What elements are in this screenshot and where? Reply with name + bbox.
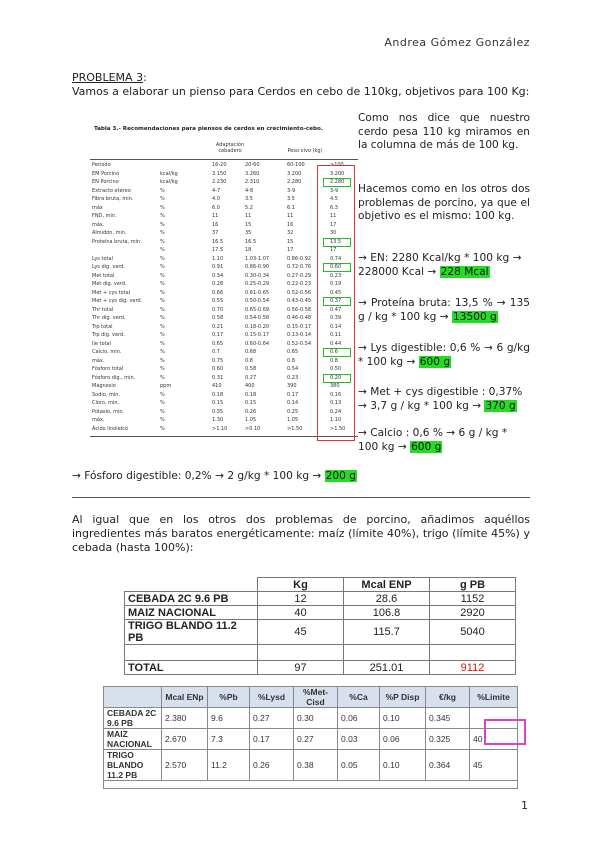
- nutrient-unit: %: [160, 400, 165, 406]
- nutrient-value: 0.25: [287, 408, 299, 415]
- nutrient-value: 0.8: [330, 357, 338, 364]
- nutrient-value: 35: [245, 230, 252, 236]
- nutrient-unit: %: [160, 238, 165, 245]
- ing-cell: 45: [470, 750, 518, 781]
- nutrient-value: 0.52-0.56: [287, 289, 312, 296]
- nutrient-value: 17: [330, 221, 337, 228]
- nutrient-value: 4.0: [212, 196, 220, 202]
- mix-table-header: [125, 578, 516, 592]
- ing-cell: 0.26: [250, 750, 294, 781]
- nutrient-value: 16.5: [212, 238, 224, 245]
- nutrient-unit: %: [160, 391, 165, 398]
- nutrient-value: 17.5: [212, 247, 224, 253]
- nutrient-value: 3.5: [287, 196, 295, 202]
- nutrient-value: 4-8: [245, 187, 254, 194]
- mix-total-gpb: 9112: [430, 661, 516, 675]
- mix-total-label: TOTAL: [125, 661, 258, 675]
- nutrient-value: 0.70: [212, 306, 224, 313]
- nutrient-value: 0.31: [212, 374, 224, 381]
- nutrient-value: 2.280: [330, 179, 345, 185]
- mix-cell-gpb: 5040: [430, 620, 516, 645]
- ing-header: [104, 687, 518, 708]
- nutrient-name: Met + cys total: [92, 289, 131, 296]
- nutrient-value: 0.54: [287, 366, 299, 372]
- calc-lys-result: 600 g: [419, 355, 451, 368]
- nutrient-value: 1.10: [330, 417, 342, 423]
- table-row: [125, 620, 516, 645]
- nutrient-value: 390: [287, 383, 297, 389]
- nutrient-value: 0.16: [330, 391, 342, 398]
- problem-heading: [72, 71, 147, 84]
- nutrient-value: 17: [287, 247, 294, 253]
- nutrient-value: 380: [330, 383, 340, 389]
- nutrient-value: 0.58: [212, 315, 224, 321]
- ing-header-p: %P Disp: [380, 687, 426, 708]
- nutrient-value: 16-20: [212, 162, 227, 168]
- nutrient-value: 0.37: [330, 298, 342, 304]
- nutrient-value: >1.10: [212, 425, 228, 432]
- nutrient-unit: %: [160, 349, 165, 355]
- nutrient-value: 0.60: [330, 264, 342, 270]
- nutrient-value: 3.200: [330, 170, 345, 177]
- nutrient-name: EM Porcino: [92, 170, 120, 177]
- nutrient-value: 0.91: [212, 264, 224, 270]
- nutrient-value: 0.50: [330, 366, 342, 372]
- nutrient-value: 0.15: [245, 400, 257, 406]
- nutrient-name: Fósforo dig., min.: [92, 374, 136, 381]
- nutrient-value: 0.21: [212, 323, 224, 330]
- nutrient-value: 0.18-0.20: [245, 323, 270, 330]
- calc-protein-result: 13500 g: [452, 310, 497, 323]
- nutrient-value: 0.75: [212, 357, 224, 364]
- mix-row-name: MAIZ NACIONAL: [125, 606, 258, 620]
- nutrient-value: 0.14: [287, 400, 299, 406]
- nutrient-name: Lys dig. verd.: [92, 264, 126, 270]
- nutrient-value: 30: [330, 230, 337, 236]
- nutrient-value: 0.13-0.14: [287, 332, 312, 338]
- nutrient-name: Thr dig. verd.: [92, 315, 126, 321]
- problem-title-colon: :: [143, 71, 147, 84]
- author-name: Andrea Gómez González: [384, 36, 530, 49]
- nutrient-name: Trp total: [92, 323, 113, 330]
- nutrient-value: 11: [287, 213, 294, 219]
- nutrient-value: 0.66: [212, 289, 224, 296]
- mix-header-gpb: g PB: [430, 578, 516, 592]
- note-same-objective: Hacemos como en los otros dos problemas de porcino, ya que el objetivo es el mismo: 100 kg.: [358, 183, 530, 223]
- nutrient-value: 6.0: [212, 204, 220, 211]
- ing-cell: 0.27: [294, 729, 338, 750]
- problem-intro: Vamos a elaborar un pienso para Cerdos en cebo de 110kg, objetivos para 100 Kg:: [72, 85, 530, 98]
- ing-header-met: %Met-Cisd: [294, 687, 338, 708]
- nutrient-unit: %: [160, 230, 165, 236]
- table-row: [104, 708, 518, 729]
- nutrient-unit: kcal/kg: [160, 179, 178, 185]
- nutrient-value: 0.15-0.17: [287, 323, 312, 330]
- nutrient-value: 60-100: [287, 162, 305, 168]
- nutrient-name: Ile total: [92, 340, 111, 347]
- calc-protein: [358, 297, 530, 324]
- ing-cell: 0.06: [338, 708, 380, 729]
- nutrient-name: EN Porcino: [92, 179, 119, 185]
- nutrient-unit: %: [160, 315, 165, 321]
- nutrient-name: Magnesio: [92, 383, 116, 389]
- nutrient-value: 0.68: [245, 349, 257, 355]
- nutrient-value: >1.50: [330, 425, 346, 432]
- nutrient-value: 0.25-0.29: [245, 281, 270, 287]
- nutrient-name: Potasio, min.: [92, 408, 125, 415]
- nutrient-value: 0.13: [330, 400, 342, 406]
- column-highlight-red: [317, 165, 355, 441]
- nutrient-value: 17: [330, 247, 337, 253]
- nutrient-value: 0.24: [330, 408, 342, 415]
- nutrient-name: Thr total: [92, 306, 114, 313]
- mix-row-name: CEBADA 2C 9.6 PB: [125, 592, 258, 606]
- nutrient-value: 0.39: [330, 315, 342, 321]
- nutrient-value: 15: [245, 221, 252, 228]
- nutrient-value: 0.47: [330, 306, 342, 313]
- nutrient-value: 0.7: [212, 349, 220, 355]
- ing-cell: 0.364: [426, 750, 470, 781]
- nutrient-value: 0.55: [212, 298, 224, 304]
- nutrient-unit: %: [160, 264, 165, 270]
- nutrient-value: 32: [287, 230, 294, 236]
- nutrient-value: 0.6: [330, 349, 338, 355]
- nutrient-value: 0.74: [330, 255, 342, 262]
- ingredients-table: [103, 686, 518, 789]
- nutrient-value: 20-60: [245, 162, 260, 168]
- nutrient-unit: %: [160, 306, 165, 313]
- nutrient-value: 1.03-1.07: [245, 255, 270, 262]
- note-column-choice: Como nos dice que nuestro cerdo pesa 110 kg miramos en la columna de más de 100 kg.: [358, 112, 530, 152]
- nutrient-value: 0.23: [330, 272, 342, 279]
- ing-cell: 2.380: [162, 708, 208, 729]
- nutrient-value: 0.15-0.17: [245, 332, 270, 338]
- nutrient-value: 3.5: [245, 196, 253, 202]
- nutrient-value: 0.28: [212, 281, 224, 287]
- nutrient-name: Lys total: [92, 255, 113, 262]
- nutrient-value: 0.43-0.45: [287, 298, 312, 304]
- nutrient-value: >1.50: [287, 425, 303, 432]
- nutrient-value: 0.44: [330, 340, 342, 347]
- nutrient-value: 0.27-0.29: [287, 272, 312, 279]
- nutrient-value: 0.34: [212, 272, 224, 279]
- recommendations-table-title: Tabla 3.- Recomendaciones para piensos de cerdos en crecimiento-cebo.: [94, 126, 323, 132]
- nutrient-value: 1.10: [212, 255, 224, 262]
- nutrient-value: 0.17: [212, 332, 224, 338]
- nutrient-value: 0.60: [212, 366, 224, 372]
- ing-cell: 0.03: [338, 729, 380, 750]
- ing-header-lys: %Lysd: [250, 687, 294, 708]
- nutrient-unit: ppm: [160, 383, 172, 389]
- nutrient-value: 1.05: [245, 417, 257, 423]
- nutrient-name: FND, min.: [92, 213, 117, 219]
- nutrient-name: Cloro, min.: [92, 400, 120, 406]
- ing-cell: 9.6: [208, 708, 250, 729]
- ing-cell: 0.27: [250, 708, 294, 729]
- nutrient-name: Trp dig. verd.: [92, 332, 125, 338]
- ing-cell: 40: [470, 729, 518, 750]
- ing-header-ca: %Ca: [338, 687, 380, 708]
- nutrient-value: 18: [245, 247, 252, 253]
- nutrient-value: 37: [212, 230, 219, 236]
- nutrient-name: Met total: [92, 272, 115, 279]
- nutrient-value: 0.17: [287, 391, 299, 398]
- ing-row-name: MAIZ NACIONAL: [104, 729, 162, 750]
- nutrient-unit: %: [160, 425, 165, 432]
- nutrient-value: 0.18: [245, 391, 257, 398]
- recommendations-table-image: [90, 123, 358, 443]
- nutrient-value: 0.27: [245, 374, 257, 381]
- nutrient-value: 0.8: [245, 357, 253, 364]
- nutrient-value: 0.18: [212, 391, 224, 398]
- nutrient-unit: %: [160, 187, 165, 194]
- nutrient-value: 400: [245, 383, 255, 389]
- mix-total-kg: 97: [258, 661, 344, 675]
- nutrient-name: Fósforo total: [92, 366, 124, 372]
- calc-phosphorus-text: → Fósforo digestible: 0,2% → 2 g/kg * 100 kg →: [72, 470, 325, 482]
- nutrient-unit: %: [160, 204, 165, 211]
- nutrient-value: 0.65-0.69: [245, 306, 270, 313]
- nutrient-value: 0.19: [330, 281, 342, 287]
- ing-cell: 0.10: [380, 750, 426, 781]
- nutrient-unit: %: [160, 408, 165, 415]
- ing-row-name: TRIGO BLANDO 11.2 PB: [104, 750, 162, 781]
- nutrient-value: 0.8: [287, 357, 295, 364]
- table-row: [125, 592, 516, 606]
- nutrient-unit: %: [160, 298, 165, 304]
- nutrient-value: 0.20: [330, 374, 342, 381]
- nutrient-value: 0.22-0.23: [287, 281, 312, 287]
- nutrient-name: máx.: [92, 221, 105, 228]
- nutrient-value: 0.61-0.65: [245, 289, 270, 296]
- nutrient-value: 11: [245, 213, 252, 219]
- ing-cell: 0.325: [426, 729, 470, 750]
- nutrient-value: 0.58: [245, 366, 257, 372]
- ingredients-table-wrap: [103, 686, 523, 780]
- table-row: [104, 750, 518, 781]
- nutrient-unit: %: [160, 247, 165, 253]
- nutrient-value: 16.5: [245, 238, 257, 245]
- nutrient-value: 11: [212, 213, 219, 219]
- nutrient-name: Ácido linoleico: [92, 425, 128, 432]
- ing-cell: 0.30: [294, 708, 338, 729]
- nutrient-value: 0.86-0.92: [287, 255, 312, 262]
- ing-cell: 0.17: [250, 729, 294, 750]
- mix-total-mcal: 251.01: [344, 661, 430, 675]
- nutrient-unit: %: [160, 357, 165, 364]
- nutrient-value: 0.65: [212, 340, 224, 347]
- nutrient-value: 13.5: [330, 238, 342, 245]
- mix-row-name: TRIGO BLANDO 11.2 PB: [125, 620, 258, 645]
- nutrient-unit: %: [160, 332, 165, 338]
- calc-lys: [358, 342, 530, 369]
- nutrient-value: 0.60-0.64: [245, 340, 270, 347]
- ing-cell: 7.3: [208, 729, 250, 750]
- ing-cell: 0.10: [380, 708, 426, 729]
- nutrient-unit: %: [160, 340, 165, 347]
- nutrient-unit: %: [160, 255, 165, 262]
- col-header-live-weight: Peso vivo (kg): [287, 148, 323, 154]
- nutrient-value: 11: [330, 213, 337, 219]
- nutrient-value: 16: [287, 221, 294, 228]
- nutrient-value: 0.65: [287, 349, 299, 355]
- nutrient-name: máx.: [92, 357, 105, 364]
- nutrient-value: 0.72-0.76: [287, 264, 312, 270]
- nutrient-value: 0.23: [287, 374, 299, 381]
- calc-protein-text: → Proteína bruta: 13,5 % → 135 g / kg * 100 kg →: [358, 297, 530, 323]
- calc-calcium: [358, 427, 530, 454]
- nutrient-value: 15: [287, 238, 294, 245]
- nutrient-value: 0.11: [330, 332, 342, 338]
- nutrient-value: 1.05: [287, 417, 299, 423]
- nutrient-value: 4-7: [212, 187, 221, 194]
- ing-cell: 0.38: [294, 750, 338, 781]
- mix-cell-kg: 45: [258, 620, 344, 645]
- nutrient-value: 0.50-0.54: [245, 298, 270, 304]
- nutrient-value: 1.30: [212, 417, 224, 423]
- nutrient-value: >0.10: [245, 425, 261, 432]
- nutrient-value: 0.30-0.34: [245, 272, 270, 279]
- nutrient-value: 3.150: [212, 170, 227, 177]
- mix-cell-kg: 40: [258, 606, 344, 620]
- ing-cell: 0.05: [338, 750, 380, 781]
- nutrient-value: 3.260: [245, 170, 260, 177]
- ing-header-limit: %Limite: [470, 687, 518, 708]
- calc-met-cys-text: → Met + cys digestible : 0,37% → 3,7 g / kg * 100 kg →: [358, 386, 523, 412]
- ing-header-pb: %Pb: [208, 687, 250, 708]
- nutrient-value: 0.52-0.54: [287, 340, 312, 347]
- nutrient-unit: %: [160, 289, 165, 296]
- calc-met-cys: [358, 386, 530, 413]
- calc-calcium-result: 600 g: [411, 440, 442, 453]
- nutrient-unit: %: [160, 417, 165, 423]
- nutrient-unit: %: [160, 374, 165, 381]
- ing-cell: 0.06: [380, 729, 426, 750]
- ing-cell: 2.570: [162, 750, 208, 781]
- calc-en: [358, 252, 530, 279]
- nutrient-value: 0.14: [330, 323, 342, 330]
- nutrient-name: Sodio, min.: [92, 391, 121, 398]
- mix-table: [124, 577, 516, 675]
- nutrient-name: Periodo: [92, 162, 111, 168]
- mix-header-mcal: Mcal ENP: [344, 578, 430, 592]
- nutrient-value: 4.5: [330, 196, 338, 202]
- nutrient-name: Extracto etéreo: [92, 187, 131, 194]
- nutrient-unit: %: [160, 366, 165, 372]
- calc-en-result: 228 Mcal: [440, 265, 489, 278]
- table-row-total: [125, 661, 516, 675]
- calc-phosphorus: [72, 470, 357, 482]
- nutrient-unit: %: [160, 281, 165, 287]
- calc-en-text: → EN: 2280 Kcal/kg * 100 kg → 228000 Kcal →: [358, 252, 522, 278]
- nutrient-name: Fibra bruta, min.: [92, 196, 134, 202]
- nutrient-value: 2.310: [245, 179, 260, 185]
- nutrient-value: 16: [212, 221, 219, 228]
- nutrient-unit: %: [160, 272, 165, 279]
- nutrient-unit: %: [160, 196, 165, 202]
- nutrient-value: 0.56-0.58: [287, 306, 312, 313]
- mix-cell-mcal: 106.8: [344, 606, 430, 620]
- ing-cell: 11.2: [208, 750, 250, 781]
- mix-table-wrap: [124, 577, 516, 675]
- nutrient-value: 2.230: [212, 179, 227, 185]
- nutrient-name: máx.: [92, 417, 105, 423]
- mix-cell-kg: 12: [258, 592, 344, 606]
- ingredients-paragraph: Al igual que en los otros dos problemas de porcino, añadimos aquéllos ingredientes más baratos energéticamente: maíz (límite 40%), trigo (límite 45%) y cebada (hasta 100%):: [72, 513, 530, 554]
- section-divider: [72, 497, 530, 498]
- nutrient-value: 6.3: [330, 204, 338, 211]
- nutrient-value: 0.86-0.90: [245, 264, 270, 270]
- mix-cell-mcal: 28.6: [344, 592, 430, 606]
- mix-header-kg: Kg: [258, 578, 344, 592]
- problem-title: PROBLEMA 3: [72, 71, 144, 84]
- page-number: 1: [521, 799, 528, 812]
- calc-lys-text: → Lys digestible: 0,6 % → 6 g/kg * 100 kg →: [358, 342, 530, 368]
- nutrient-name: máx: [92, 204, 103, 211]
- nutrient-name: Calcio, min.: [92, 349, 122, 355]
- col-header-adaptation: Adaptación cebadero: [215, 142, 245, 154]
- calc-met-cys-result: 370 g: [485, 399, 516, 412]
- mix-cell-gpb: 2920: [430, 606, 516, 620]
- nutrient-value: 2.280: [287, 179, 302, 185]
- nutrient-value: 0.35: [212, 408, 224, 415]
- nutrient-name: Met + cys dig. verd.: [92, 298, 143, 304]
- nutrient-unit: kcal/kg: [160, 170, 178, 177]
- nutrient-value: 0.46-0.48: [287, 315, 312, 321]
- nutrient-unit: %: [160, 221, 165, 228]
- nutrient-value: 3-9: [287, 187, 296, 194]
- mix-cell-mcal: 115.7: [344, 620, 430, 645]
- nutrient-value: 0.15: [212, 400, 224, 406]
- table-row: [104, 729, 518, 750]
- ing-header-price: €/kg: [426, 687, 470, 708]
- nutrient-value: 0.45: [330, 289, 342, 296]
- limit-highlight-box: [484, 719, 526, 745]
- mix-cell-gpb: 1152: [430, 592, 516, 606]
- nutrient-value: 3-9: [330, 187, 339, 194]
- nutrient-value: 0.26: [245, 408, 257, 415]
- nutrient-value: 0.54-0.58: [245, 315, 270, 321]
- nutrient-value: 6.1: [287, 204, 295, 211]
- ing-header-mcal: Mcal ENp: [162, 687, 208, 708]
- nutrient-name: Met dig. verd.: [92, 281, 127, 287]
- nutrient-value: >100: [330, 162, 344, 168]
- nutrient-name: Almidón, min.: [92, 230, 127, 236]
- nutrient-value: 5.2: [245, 204, 253, 211]
- ing-cell: 2.670: [162, 729, 208, 750]
- calc-calcium-text: → Calcio : 0,6 % → 6 g / kg * 100 kg →: [358, 427, 508, 453]
- nutrient-name: Proteína bruta, min.: [92, 238, 142, 245]
- nutrient-value: 3.200: [287, 170, 302, 177]
- nutrient-unit: %: [160, 323, 165, 330]
- ing-cell: 0.345: [426, 708, 470, 729]
- nutrient-unit: %: [160, 213, 165, 219]
- ing-row-name: CEBADA 2C 9.6 PB: [104, 708, 162, 729]
- calc-phosphorus-result: 200 g: [325, 470, 356, 482]
- table-row: [125, 606, 516, 620]
- nutrient-value: 410: [212, 383, 222, 389]
